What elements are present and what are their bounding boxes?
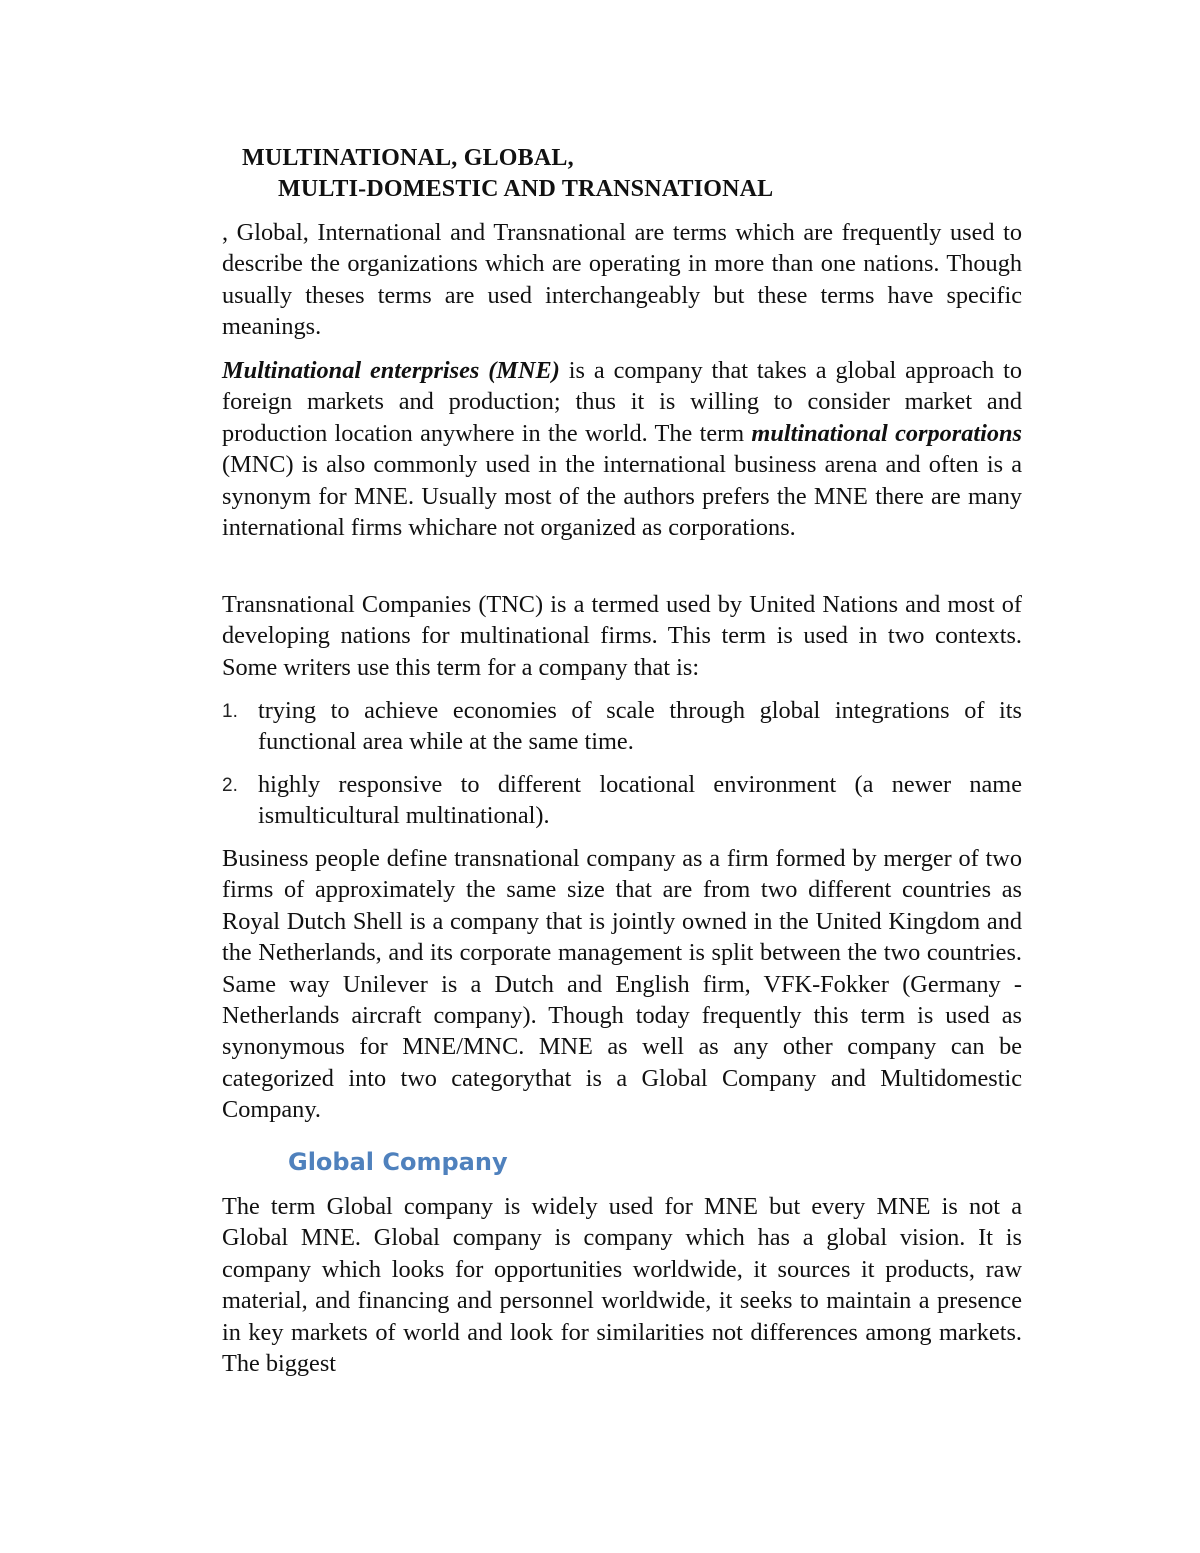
list-item-text: trying to achieve economies of scale through global integrations of its functional area while at the same time. xyxy=(258,697,1022,756)
list-item-number: 2. xyxy=(222,775,238,796)
tnc-paragraph: Transnational Companies (TNC) is a termed used by United Nations and most of developing nations for multinational firms. This term is used in two contexts. Some writers use this term for a company that is: xyxy=(222,591,1022,681)
list-item-text: highly responsive to different locational environment (a newer name ismulticultural multinational). xyxy=(258,771,1022,830)
mne-paragraph xyxy=(222,355,1022,543)
mnc-term: multinational corporations xyxy=(751,419,1022,447)
mne-text-1: is a company that takes a global approach to foreign markets and production; thus it is willing to consider market and production location anywhere in the world. The term xyxy=(222,357,1022,447)
list-item xyxy=(222,695,1022,758)
intro-paragraph: , Global, International and Transnational are terms which are frequently used to describe the organizations which are operating in more than one nations. Though usually theses terms are used interchangeably but these terms have specific meanings. xyxy=(222,219,1022,341)
global-company-paragraph: The term Global company is widely used for MNE but every MNE is not a Global MNE. Global company is company which has a global vision. It is company which looks for opportunities worldwide, it sources it products, raw material, and financing and personnel worldwide, it seeks to maintain a presence in key markets of world and look for similarities not differences among markets. The biggest xyxy=(222,1193,1022,1378)
global-company-heading: Global Company xyxy=(288,1148,508,1176)
mne-term: Multinational enterprises (MNE) xyxy=(222,357,560,384)
document-title-line-1: MULTINATIONAL, GLOBAL, xyxy=(242,145,574,171)
list-item-number: 1. xyxy=(222,701,238,722)
mne-text-2: (MNC) is also commonly used in the international business arena and often is a synonym for MNE. Usually most of the authors prefers the MNE there are many international firms whichare not organized as corporations. xyxy=(222,451,1022,542)
list-item xyxy=(222,769,1022,832)
document-title-line-2: MULTI-DOMESTIC AND TRANSNATIONAL xyxy=(278,176,774,202)
transnational-definition-paragraph: Business people define transnational company as a firm formed by merger of two firms of approximately the same size that are from two different countries as Royal Dutch Shell is a company that is jointly owned in the United Kingdom and the Netherlands, and its corporate management is split between the two countries. Same way Unilever is a Dutch and English firm, VFK-Fokker (Germany - Netherlands aircraft company). Though today frequently this term is used as synonymous for MNE/MNC. MNE as well as any other company can be categorized into two categorythat is a Global Company and Multidomestic Company. xyxy=(222,845,1022,1124)
